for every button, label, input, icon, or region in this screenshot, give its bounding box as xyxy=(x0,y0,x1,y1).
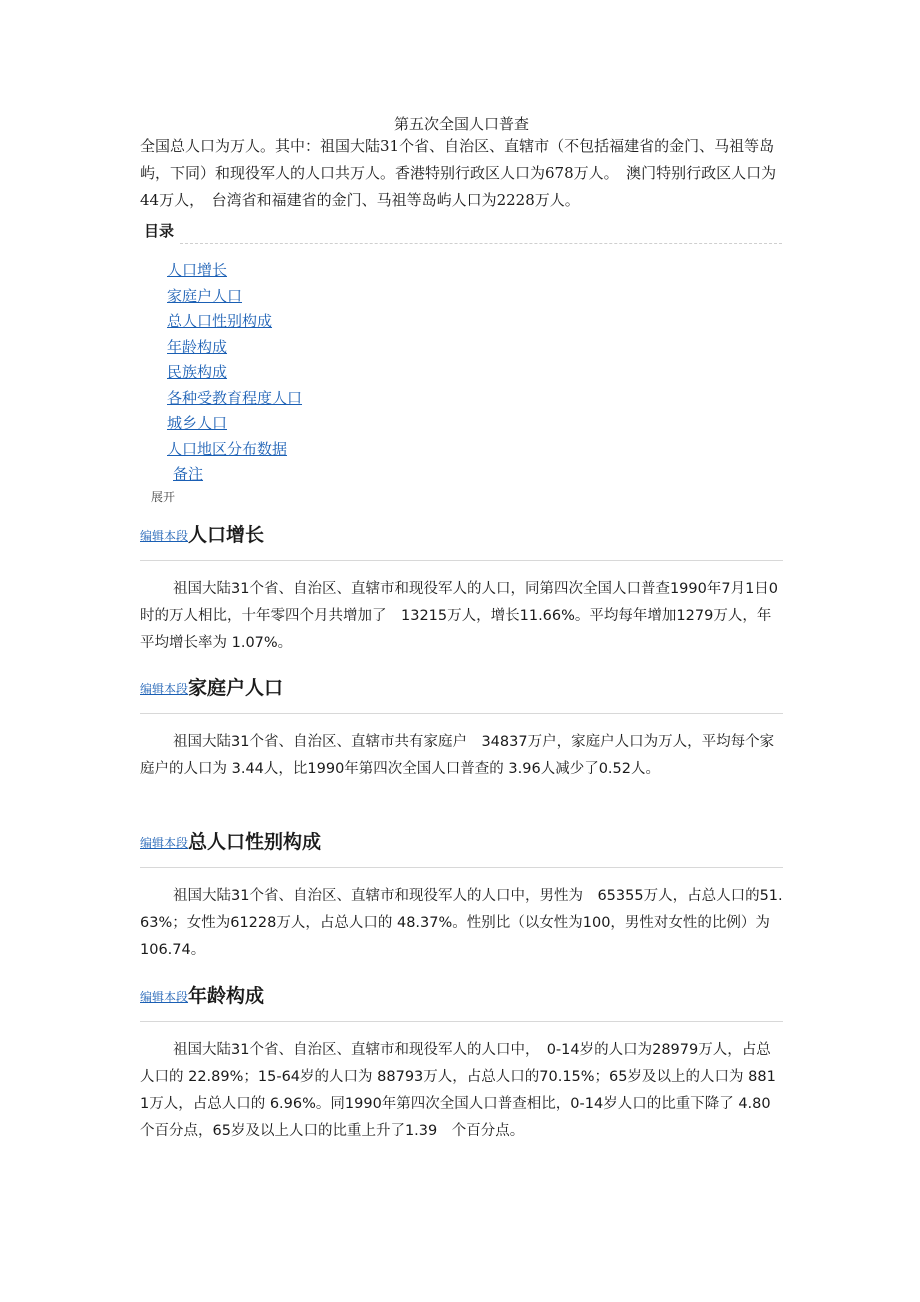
edit-section-link[interactable]: 编辑本段 xyxy=(140,682,189,696)
section-title: 家庭户人口 xyxy=(188,677,284,699)
edit-section-link[interactable]: 编辑本段 xyxy=(140,529,189,543)
toc-link-population-growth[interactable]: 人口增长 xyxy=(167,261,228,279)
toc-link-urban-rural[interactable]: 城乡人口 xyxy=(167,414,228,432)
document-title: 第五次全国人口普查 xyxy=(393,115,529,133)
section-title: 总人口性别构成 xyxy=(188,831,322,853)
toc-divider xyxy=(180,243,782,244)
toc-item xyxy=(167,386,302,412)
section-body: 祖国大陆31个省、自治区、直辖市和现役军人的人口中，男性为 65355万人，占总人口的51.63%；女性为61228万人，占总人口的 48.37%。性别比（以女性为100，男性对女性的比例）为 106.74。 xyxy=(140,888,783,958)
section-body: 祖国大陆31个省、自治区、直辖市和现役军人的人口中， 0-14岁的人口为28979万人，占总人口的 22.89%；15-64岁的人口为 88793万人，占总人口的70.15%；65岁及以上的人口为 8811万人，占总人口的 6.96%。同1990年第四次全国人口普查相比，0-14岁人口的比重下降了 4.80个百分点，65岁及以上人口的比重上升了1.39 个百分点。 xyxy=(140,1042,776,1139)
section-population-growth xyxy=(140,518,783,657)
edit-section-link[interactable]: 编辑本段 xyxy=(140,990,189,1004)
toc-item xyxy=(167,309,302,335)
toc-item xyxy=(167,335,302,361)
section-header xyxy=(140,671,783,705)
toc-item xyxy=(167,258,302,284)
section-divider xyxy=(140,713,783,714)
toc-link-notes[interactable]: 备注 xyxy=(173,465,204,483)
section-divider xyxy=(140,560,783,561)
toc-item xyxy=(167,360,302,386)
section-body: 祖国大陆31个省、自治区、直辖市共有家庭户 34837万户，家庭户人口为万人，平均每个家庭户的人口为 3.44人，比1990年第四次全国人口普查的 3.96人减少了0.52人。 xyxy=(140,734,775,777)
section-header xyxy=(140,518,783,552)
toc-item xyxy=(167,462,302,488)
intro-paragraph: 全国总人口为万人。其中：祖国大陆31个省、自治区、直辖市（不包括福建省的金门、马祖等岛屿，下同）和现役军人的人口共万人。香港特别行政区人口为678万人。 澳门特别行政区人口为44万人， 台湾省和福建省的金门、马祖等岛屿人口为2228万人。 xyxy=(140,137,777,209)
toc-link-age-composition[interactable]: 年龄构成 xyxy=(167,337,228,356)
section-header xyxy=(140,979,783,1013)
toc-link-regional-distribution[interactable]: 人口地区分布数据 xyxy=(167,439,288,458)
section-title: 人口增长 xyxy=(188,524,265,546)
section-title: 年龄构成 xyxy=(188,985,265,1007)
toc-link-ethnic-composition[interactable]: 民族构成 xyxy=(167,363,228,381)
toc-list xyxy=(167,258,302,488)
section-divider xyxy=(140,867,783,868)
toc-link-sex-composition[interactable]: 总人口性别构成 xyxy=(167,312,273,330)
section-header xyxy=(140,825,783,859)
toc-item xyxy=(167,284,302,310)
section-body: 祖国大陆31个省、自治区、直辖市和现役军人的人口，同第四次全国人口普查1990年7月1日0时的万人相比，十年零四个月共增加了 13215万人，增长11.66%。平均每年增加1279万人，年平均增长率为 1.07%。 xyxy=(140,581,779,651)
section-sex-composition xyxy=(140,825,783,964)
edit-section-link[interactable]: 编辑本段 xyxy=(140,836,189,850)
toc-expand-link[interactable]: 展开 xyxy=(151,490,176,504)
toc-item xyxy=(167,411,302,437)
toc-link-household-population[interactable]: 家庭户人口 xyxy=(167,286,243,305)
toc-link-education[interactable]: 各种受教育程度人口 xyxy=(167,388,303,407)
section-age-composition xyxy=(140,979,783,1145)
toc-heading: 目录 xyxy=(144,222,175,240)
section-divider xyxy=(140,1021,783,1022)
toc-item xyxy=(167,437,302,463)
section-household-population xyxy=(140,671,783,783)
